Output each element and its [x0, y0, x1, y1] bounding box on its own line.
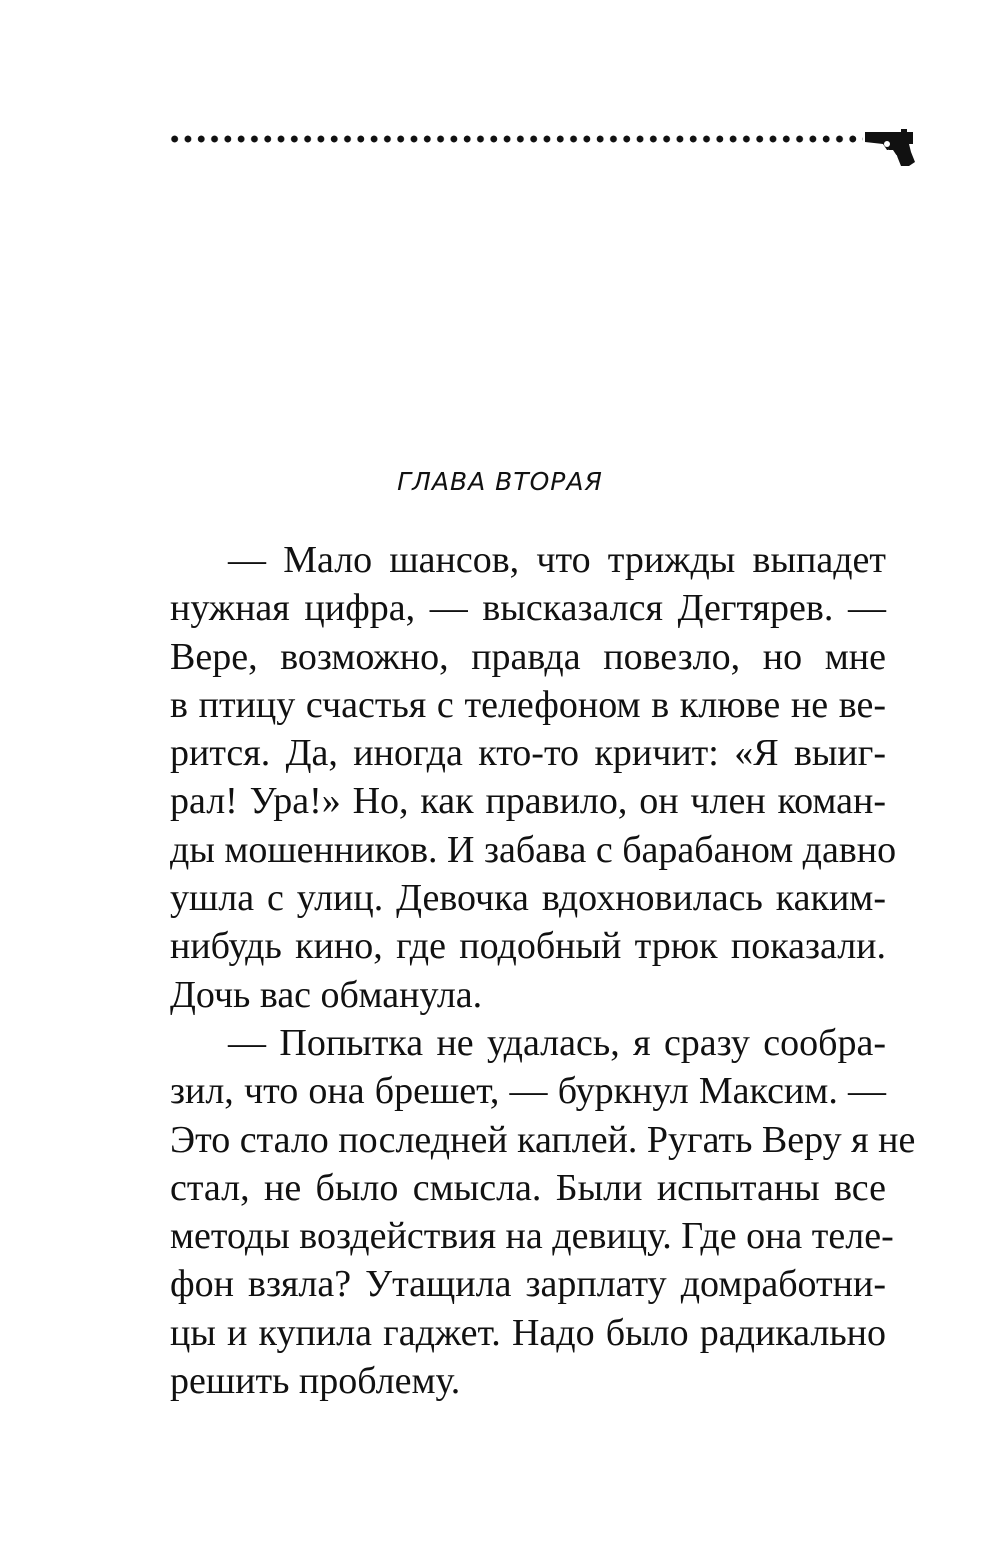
text-line: зил, что она брешет, — буркнул Максим. —	[170, 1070, 886, 1113]
text-line: решить проблему.	[170, 1360, 461, 1403]
text-line: методы воздействия на девицу. Где она теле-	[170, 1215, 894, 1258]
header-ornament	[168, 122, 928, 172]
text-line: Вере, возможно, правда повезло, но мне	[170, 635, 886, 678]
revolver-icon	[863, 122, 921, 170]
text-line: стал, не было смысла. Были испытаны все	[170, 1166, 886, 1209]
text-line: фон взяла? Утащила зарплату домработни-	[170, 1263, 886, 1306]
paragraph	[170, 1019, 916, 1405]
text-line: ды мошенников. И забава с барабаном давно	[170, 828, 897, 871]
chapter-title: ГЛАВА ВТОРАЯ	[397, 467, 603, 496]
text-line: в птицу счастья с телефоном в клюве не ве-	[170, 683, 886, 726]
text-line: Это стало последней каплей. Ругать Веру я не	[170, 1118, 916, 1161]
text-line: ушла с улиц. Девочка вдохновилась каким-	[170, 877, 886, 920]
text-line: — Попытка не удалась, я сразу сообра-	[228, 1021, 886, 1064]
paragraph	[170, 536, 897, 1019]
dotted-rule	[168, 135, 863, 143]
text-line: нужная цифра, — высказался Дегтярев. —	[170, 587, 886, 630]
text-line: Дочь вас обманула.	[170, 973, 483, 1016]
text-line: рится. Да, иногда кто-то кричит: «Я выиг-	[170, 732, 886, 775]
text-line: — Мало шансов, что трижды выпадет	[228, 539, 886, 581]
body-text	[170, 536, 916, 1405]
text-line: рал! Ура!» Но, как правило, он член коман-	[170, 780, 886, 823]
text-line: цы и купила гаджет. Надо было радикально	[170, 1311, 886, 1354]
text-line: нибудь кино, где подобный трюк показали.	[170, 925, 886, 968]
